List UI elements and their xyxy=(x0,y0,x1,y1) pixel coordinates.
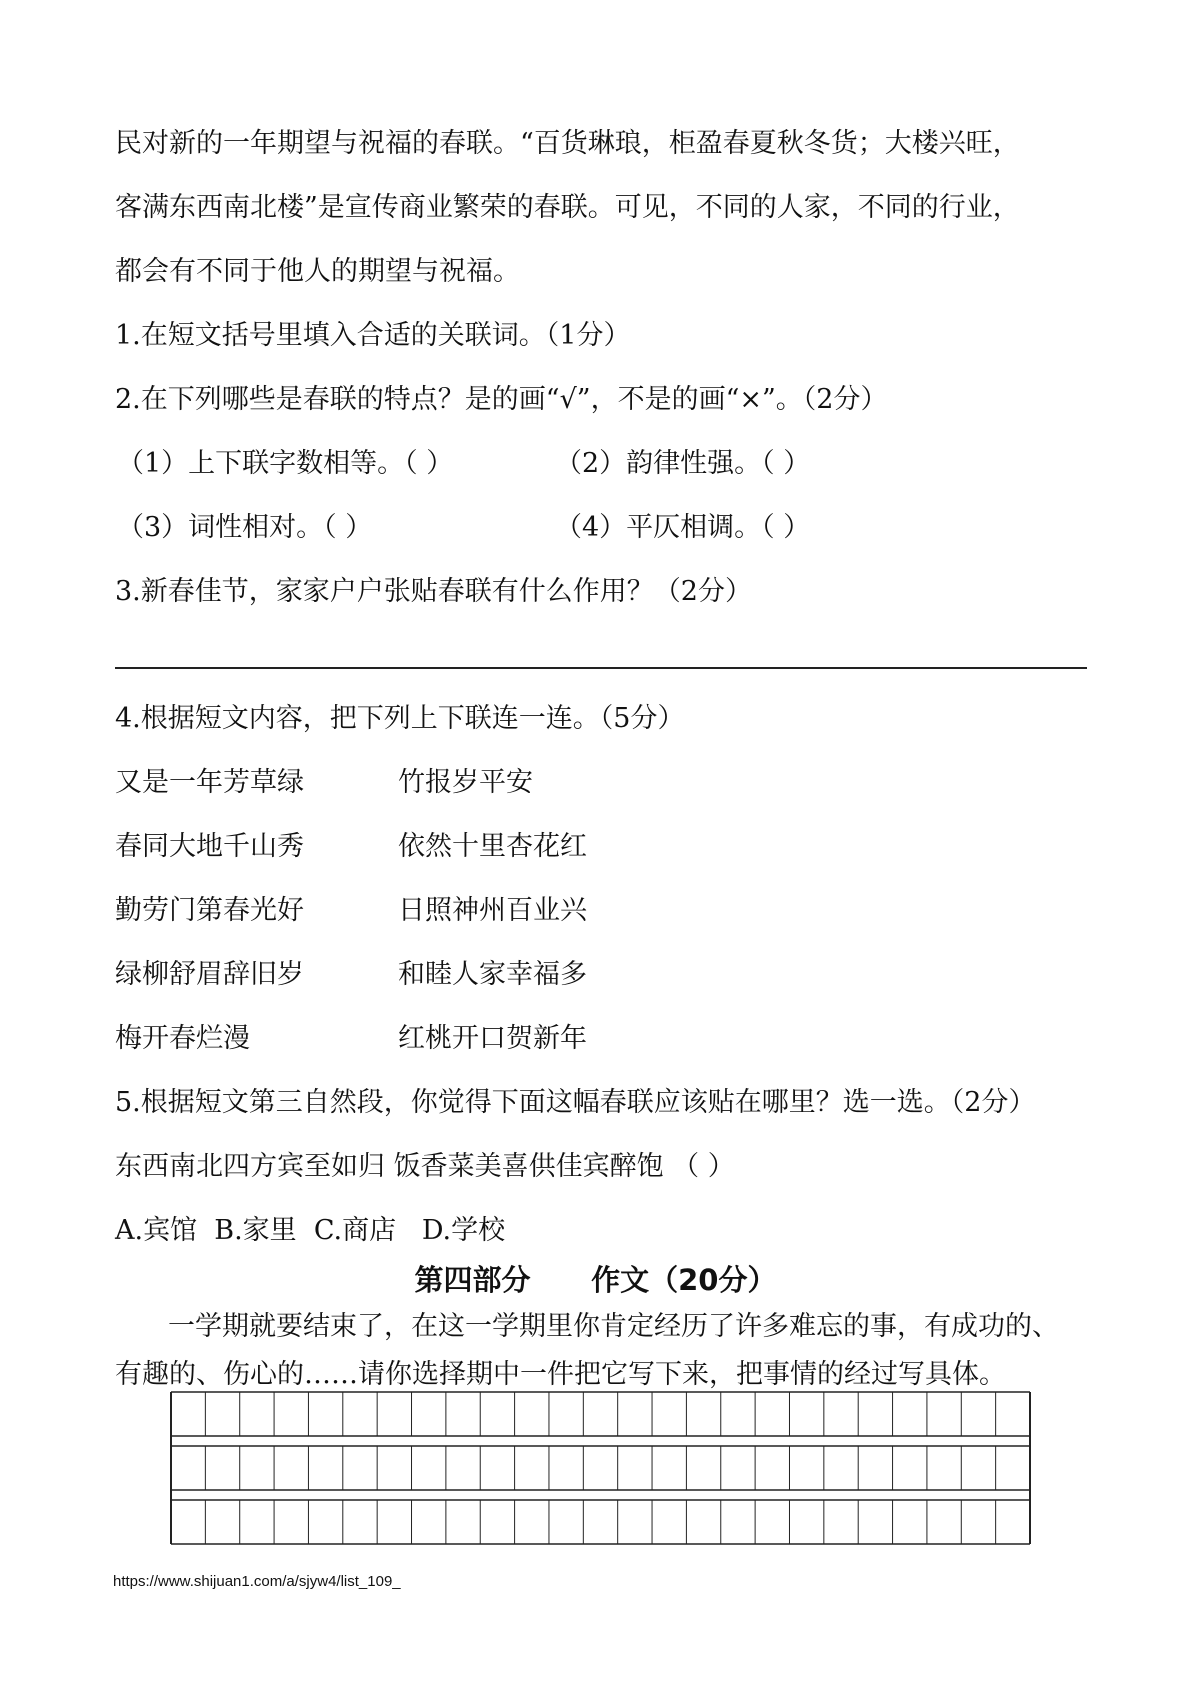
couplet-right-3: 日照神州百业兴 xyxy=(398,895,587,926)
couplet-left-4: 绿柳舒眉辞旧岁 xyxy=(115,959,304,990)
footer-url: https://www.shijuan1.com/a/sjyw4/list_109_ xyxy=(113,1573,401,1590)
composition-prompt-1: 一学期就要结束了，在这一学期里你肯定经历了许多难忘的事，有成功的、 xyxy=(168,1311,1059,1342)
composition-title: 第四部分 作文（20分） xyxy=(414,1263,777,1297)
question-2: 2.在下列哪些是春联的特点？是的画“√”，不是的画“×”。（2分） xyxy=(115,384,888,415)
couplet-right-5: 红桃开口贺新年 xyxy=(398,1023,587,1054)
q2-item-2: （2）韵律性强。（ ） xyxy=(555,448,811,479)
couplet-left-5: 梅开春烂漫 xyxy=(115,1023,250,1054)
couplet-left-2: 春同大地千山秀 xyxy=(115,831,304,862)
q2-item-1: （1）上下联字数相等。（ ） xyxy=(117,448,454,479)
couplet-right-1: 竹报岁平安 xyxy=(398,767,533,798)
couplet-right-2: 依然十里杏花红 xyxy=(398,831,587,862)
passage-line-1: 民对新的一年期望与祝福的春联。“百货琳琅，柜盈春夏秋冬货；大楼兴旺， xyxy=(115,128,1020,159)
couplet-left-3: 勤劳门第春光好 xyxy=(115,895,304,926)
q2-item-4: （4）平仄相调。（ ） xyxy=(555,512,811,543)
couplet-right-4: 和睦人家幸福多 xyxy=(398,959,587,990)
question-4: 4.根据短文内容，把下列上下联连一连。（5分） xyxy=(115,703,685,734)
composition-prompt-2: 有趣的、伤心的……请你选择期中一件把它写下来，把事情的经过写具体。 xyxy=(115,1359,1006,1390)
question-5: 5.根据短文第三自然段，你觉得下面这幅春联应该贴在哪里？选一选。（2分） xyxy=(115,1087,1036,1118)
passage-line-3: 都会有不同于他人的期望与祝福。 xyxy=(115,256,520,287)
passage-line-2: 客满东西南北楼”是宣传商业繁荣的春联。可见，不同的人家，不同的行业， xyxy=(115,192,1020,223)
q5-couplet: 东西南北四方宾至如归 饭香菜美喜供佳宾醉饱 （ ） xyxy=(115,1151,735,1182)
q2-item-3: （3）词性相对。（ ） xyxy=(117,512,373,543)
question-3: 3.新春佳节，家家户户张贴春联有什么作用？（2分） xyxy=(115,576,752,607)
couplet-left-1: 又是一年芳草绿 xyxy=(115,767,304,798)
question-1: 1.在短文括号里填入合适的关联词。（1分） xyxy=(115,320,631,351)
q5-options: A.宾馆 B.家里 C.商店 D.学校 xyxy=(115,1215,506,1246)
